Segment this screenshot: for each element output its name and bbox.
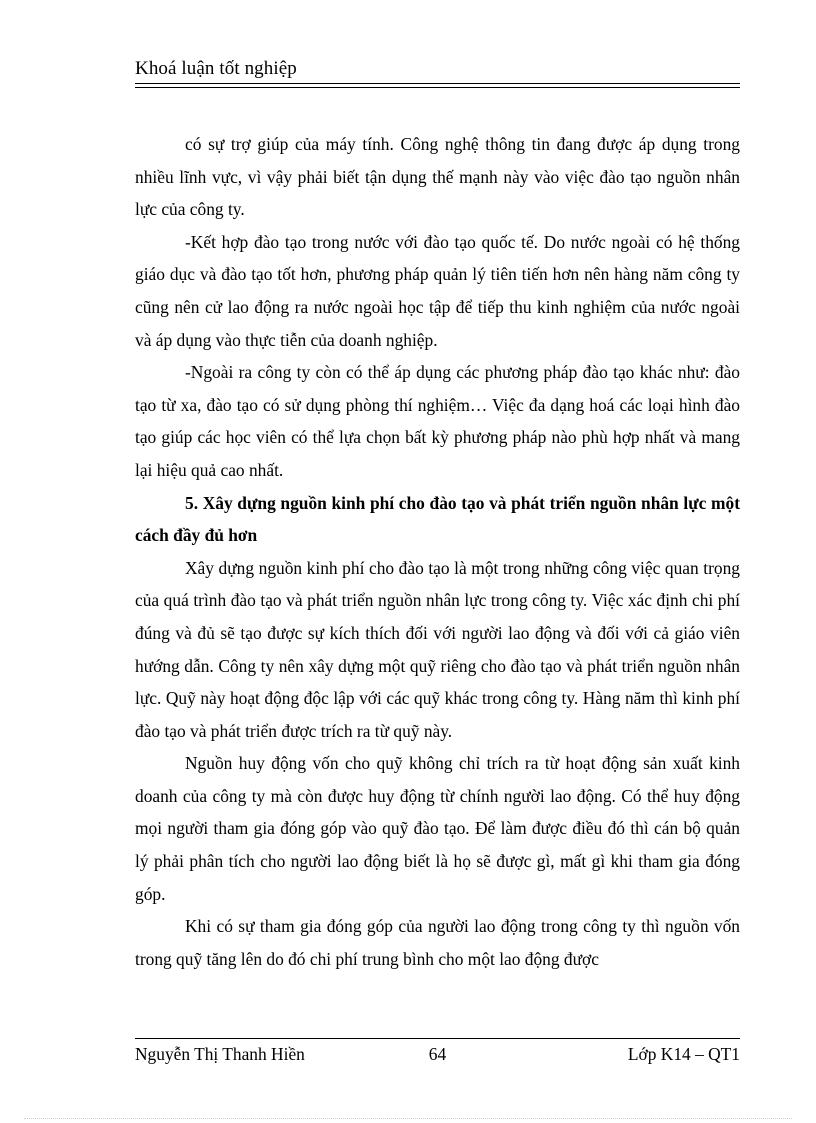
page-header: [135, 58, 740, 88]
footer-class-label: Lớp K14 – QT1: [627, 1044, 740, 1064]
header-double-rule: [135, 83, 740, 88]
document-title: Khoá luận tốt nghiệp: [135, 58, 297, 79]
paragraph-other-methods: -Ngoài ra công ty còn có thể áp dụng các phương pháp đào tạo khác như: đào tạo từ xa, đào tạo có sử dụng phòng thí nghiệm… Việc đa dạng hoá các loại hình đào tạo giúp các học viên có thể lựa chọn bất kỳ phương pháp nào phù hợp nhất và mang lại hiệu quả cao nhất.: [135, 362, 740, 480]
page-number: 64: [428, 1044, 447, 1064]
paragraph-funding: Xây dựng nguồn kinh phí cho đào tạo là một trong những công việc quan trọng của quá trình đào tạo và phát triển nguồn nhân lực trong công ty. Việc xác định chi phí đúng và đủ sẽ tạo được sự kích thích đối với người lao động và đối với cả giáo viên hướng dẫn. Công ty nên xây dựng một quỹ riêng cho đào tạo và phát triển nguồn nhân lực. Quỹ này hoạt động độc lập với các quỹ khác trong công ty. Hàng năm thì kinh phí đào tạo và phát triển được trích ra từ quỹ này.: [135, 557, 740, 741]
page-footer: [135, 1038, 740, 1067]
paragraph-continuation: có sự trợ giúp của máy tính. Công nghệ thông tin đang được áp dụng trong nhiều lĩnh vực, vì vậy phải biết tận dụng thế mạnh này vào việc đào tạo nguồn nhân lực của công ty.: [135, 134, 740, 220]
paragraph-capital-sources: Nguồn huy động vốn cho quỹ không chỉ trích ra từ hoạt động sản xuất kinh doanh của công ty mà còn được huy động từ chính người lao động. Có thể huy động mọi người tham gia đóng góp vào quỹ đào tạo. Để làm được điều đó thì cán bộ quản lý phải phân tích cho người lao động biết là họ sẽ được gì, mất gì khi tham gia đóng góp.: [135, 753, 740, 904]
page-edge-divider: [24, 1118, 792, 1119]
section-heading: 5. Xây dựng nguồn kinh phí cho đào tạo và phát triển nguồn nhân lực một cách đầy đủ hơn: [135, 492, 740, 546]
footer-rule: [135, 1038, 740, 1039]
body-text: [135, 128, 740, 975]
paragraph-international-training: -Kết hợp đào tạo trong nước với đào tạo quốc tế. Do nước ngoài có hệ thống giáo dục và đào tạo tốt hơn, phương pháp quản lý tiên tiến hơn nên hàng năm công ty cũng nên cử lao động ra nước ngoài học tập để tiếp thu kinh nghiệm của nước ngoài và áp dụng vào thực tiễn của doanh nghiệp.: [135, 231, 740, 350]
footer-author: Nguyễn Thị Thanh Hiền: [135, 1044, 305, 1064]
paragraph-contributions: Khi có sự tham gia đóng góp của người lao động trong công ty thì nguồn vốn trong quỹ tăng lên do đó chi phí trung bình cho một lao động được: [135, 916, 740, 969]
footer-row: [135, 1041, 740, 1067]
